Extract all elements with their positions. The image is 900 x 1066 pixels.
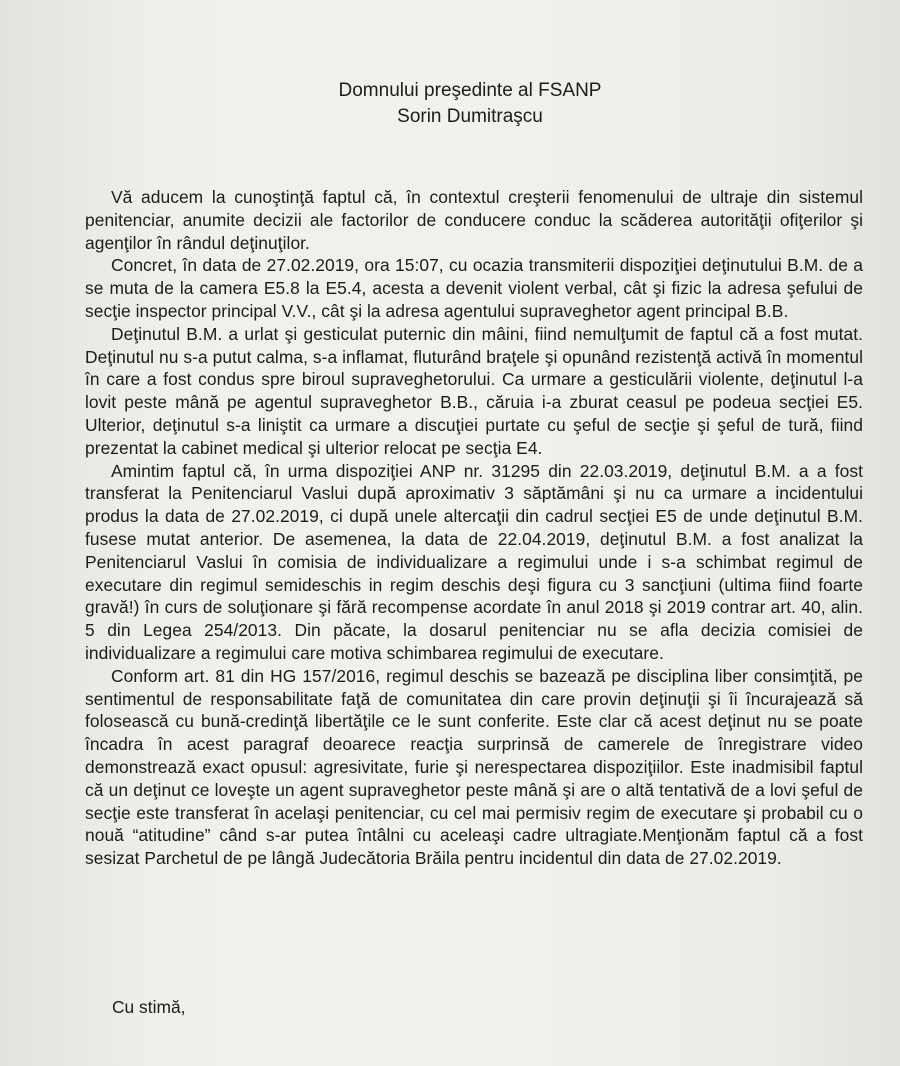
paragraph-regulation: Conform art. 81 din HG 157/2016, regimul deschis se bazează pe disciplina liber consimţită, pe sentimentul de responsabilitate faţă de comunitatea din care provin deţinuţii şi îi încurajează să folosească cu bună-credinţă libertăţile ce le sunt conferite. Este clar că acest deţinut nu se poate încadra în acest paragraf deoarece reacţia surprinsă de camerele de înregistrare video demonstrează exact opusul: agresivitate, furie şi nerespectarea dispoziţiilor. Este inadmisibil faptul că un deţinut ce loveşte un agent supraveghetor peste mână şi are o altă tentativă de a lovi şeful de secţie este transferat în acelaşi penitenciar, cu cel mai permisiv regim de executare şi probabil cu o nouă “atitudine” când s-ar putea întâlni cu aceleaşi cadre ultragiate.Menţionăm faptul că a fost sesizat Parchetul de pe lângă Judecătoria Brăila pentru incidentul din data de 27.02.2019.	[85, 665, 863, 869]
paragraph-details: Deţinutul B.M. a urlat şi gesticulat puternic din mâini, fiind nemulţumit de faptul că a fost mutat. Deţinutul nu s-a putut calma, s-a inflamat, fluturând braţele şi opunând rezistenţă activă în momentul în care a fost condus spre biroul supraveghetorului. Ca urmare a gesticulării violente, deţinutul l-a lovit peste mână pe agentul supraveghetor B.B., căruia i-a zburat ceasul pe podeua secţiei E5. Ulterior, deţinutul s-a liniştit ca urmare a discuţiei purtate cu şeful de secţie şi şeful de tură, fiind prezentat la cabinet medical şi ulterior relocat pe secţia E4.	[85, 323, 863, 458]
recipient-name: Sorin Dumitraşcu	[397, 106, 543, 127]
closing-salutation: Cu stimă,	[112, 997, 186, 1017]
letter-header	[0, 78, 900, 130]
recipient-title: Domnului preşedinte al FSANP	[338, 80, 602, 101]
paragraph-incident: Concret, în data de 27.02.2019, ora 15:07, cu ocazia transmiterii dispoziţiei deţinutului B.M. de a se muta de la camera E5.8 la E5.4, acesta a devenit violent verbal, cât şi fizic la adresa şefului de secţie inspector principal V.V., cât şi la adresa agentului supraveghetor agent principal B.B.	[85, 255, 863, 321]
paragraph-transfer: Amintim faptul că, în urma dispoziţiei ANP nr. 31295 din 22.03.2019, deţinutul B.M. a a fost transferat la Penitenciarul Vaslui după aproximativ 3 săptămâni şi nu ca urmare a incidentului produs la data de 27.02.2019, ci după unele altercaţii din cadrul secţiei E5 de unde deţinutul B.M. fusese mutat anterior. De asemenea, la data de 22.04.2019, deţinutul B.M. a fost analizat la Penitenciarul Vaslui în comisia de individualizare a regimului unde i s-a schimbat regimul de executare din regimul semideschis in regim deschis deşi figura cu 3 sancţiuni (ultima fiind foarte gravă!) în curs de soluţionare şi fără recompense acordate în anul 2018 şi 2019 contrar art. 40, alin. 5 din Legea 254/2013. Din păcate, la dosarul penitenciar nu se afla decizia comisiei de individualizare a regimului care motiva schimbarea regimului de executare.	[85, 460, 863, 663]
letter-body	[85, 186, 863, 870]
paragraph-intro: Vă aducem la cunoştinţă faptul că, în contextul creşterii fenomenului de ultraje din sistemul penitenciar, anumite decizii ale factorilor de conducere conduc la scăderea autorităţii ofiţerilor şi agenţilor în rândul deţinuţilor.	[85, 187, 863, 253]
